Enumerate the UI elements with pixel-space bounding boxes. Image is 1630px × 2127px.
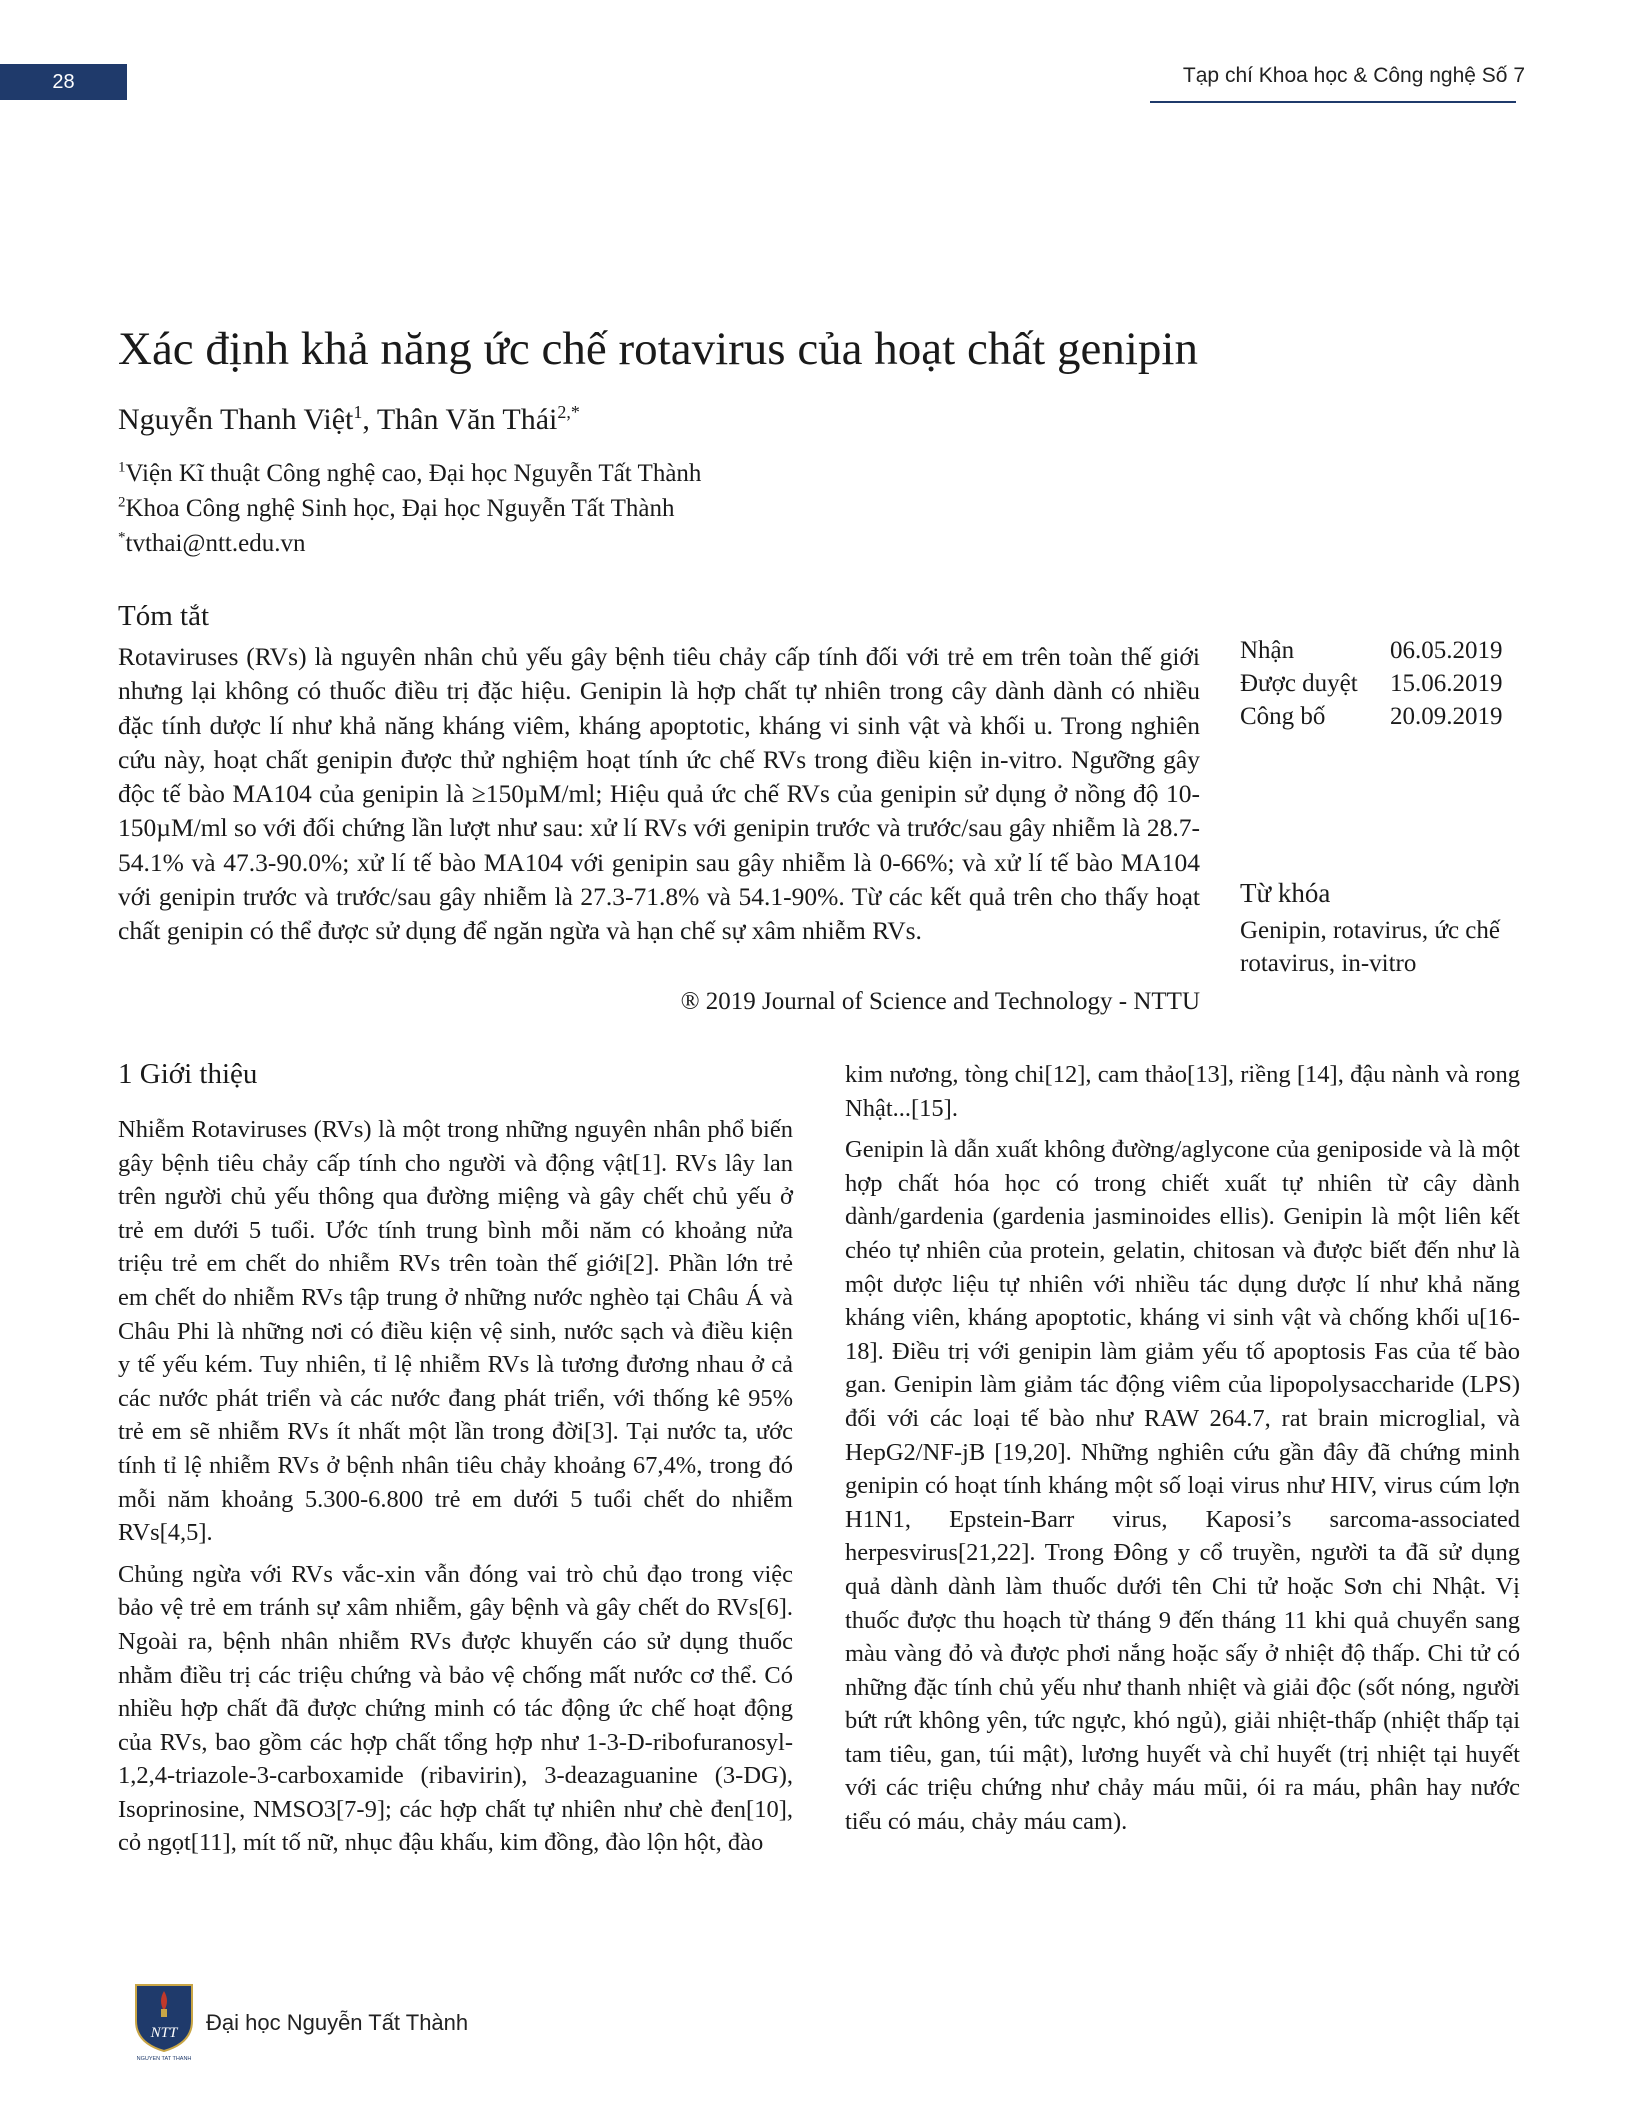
author-separator: , — [362, 403, 377, 436]
affiliation-text: tvthai@ntt.edu.vn — [125, 530, 306, 557]
author-name: Thân Văn Thái — [376, 403, 558, 436]
body-paragraph: Genipin là dẫn xuất không đường/aglycone của geniposide và là một hợp chất hóa học có trong chiết xuất tự nhiên từ cây dành dành/gardenia (gardenia jasminoides ellis). Genipin là một liên kết chéo tự nhiên của protein, gelatin, chitosan và được biết đến như là một dược liệu tự nhiên với nhiều tác dụng dược lí như khả năng kháng viên, kháng apoptotic, kháng vi sinh vật và chống khối u[16-18]. Điều trị với genipin làm giảm yếu tố apoptosis Fas của tế bào gan. Genipin làm giảm tác động viêm của lipopolysaccharide (LPS) đối với các loại tế bào như RAW 264.7, rat brain microglial, và HepG2/NF-jB [19,20]. Những nghiên cứu gần đây đã chứng minh genipin có hoạt tính kháng một số loại virus như HIV, virus cúm lợn H1N1, Epstein-Barr virus, Kaposi’s sarcoma-associated herpesvirus[21,22]. Trong Đông y cổ truyền, người ta đã sử dụng quả dành dành làm thuốc dưới tên Chi tử hoặc Sơn chi Nhật. Vị thuốc được thu hoạch từ tháng 9 đến tháng 11 khi quả chuyển sang màu vàng đỏ và được phơi nắng hoặc sấy ở nhiệt độ thấp. Chi tử có những đặc tính chủ yếu như thanh nhiệt và giải độc (sốt nóng, người bứt rứt không yên, tức ngực, khó ngủ), giải nhiệt-thấp (nhiệt thấp tại tam tiêu, gan, túi mật), lương huyết và chỉ huyết (trị nhiệt tại huyết với các triệu chứng như chảy máu mũi, ói ra máu, phân hay nước tiểu có máu, chảy máu cam). — [845, 1136, 1520, 1836]
date-value: 06.05.2019 — [1390, 637, 1503, 664]
date-accepted — [1240, 667, 1520, 700]
section-heading: 1 Giới thiệu — [118, 1058, 258, 1090]
body-column-left — [118, 1113, 793, 1868]
corresponding-email — [118, 530, 305, 558]
affiliation-1 — [118, 460, 701, 488]
copyright-notice: ® 2019 Journal of Science and Technology - NTTU — [680, 988, 1200, 1015]
body-column-right — [845, 1058, 1520, 1847]
keywords-text: Genipin, rotavirus, ức chế rotavirus, in-vitro — [1240, 917, 1500, 977]
date-label: Công bố — [1240, 703, 1326, 730]
date-received — [1240, 634, 1520, 667]
abstract-heading: Tóm tắt — [118, 600, 210, 632]
affiliation-sup: 2 — [118, 494, 126, 511]
body-paragraph: kim nương, tòng chi[12], cam thảo[13], riềng [14], đậu nành và rong Nhật...[15]. — [845, 1061, 1520, 1122]
body-paragraph: Nhiễm Rotaviruses (RVs) là một trong những nguyên nhân phổ biến gây bệnh tiêu chảy cấp tính cho người và động vật[1]. RVs lây lan trên người chủ yếu thông qua đường miệng và gây chết chủ yếu ở trẻ em dưới 5 tuổi. Ước tính trung bình mỗi năm có khoảng nửa triệu trẻ em chết do nhiễm RVs trên toàn thế giới[2]. Phần lớn trẻ em chết do nhiễm RVs tập trung ở những nước nghèo tại Châu Á và Châu Phi là những nơi có điều kiện vệ sinh, nước sạch và điều kiện y tế yếu kém. Tuy nhiên, tỉ lệ nhiễm RVs là tương đương nhau ở cả các nước phát triển và các nước đang phát triển, với thống kê 95% trẻ em sẽ nhiễm RVs ít nhất một lần trong đời[3]. Tại nước ta, ước tính tỉ lệ nhiễm RVs ở bệnh nhân tiêu chảy khoảng 67,4%, trong đó mỗi năm khoảng 5.300-6.800 trẻ em dưới 5 tuổi chết do nhiễm RVs[4,5]. — [118, 1116, 793, 1547]
page-number-badge — [0, 64, 127, 100]
author-list — [118, 403, 580, 437]
affiliation-text: Viện Kĩ thuật Công nghệ cao, Đại học Nguyễn Tất Thành — [125, 460, 702, 487]
logo-caption: NGUYEN TAT THANH — [136, 2056, 192, 2062]
affiliation-sup: 1 — [118, 459, 126, 476]
date-label: Được duyệt — [1240, 670, 1358, 697]
date-value: 15.06.2019 — [1390, 670, 1503, 697]
header-rule — [1150, 101, 1516, 103]
journal-header: Tạp chí Khoa học & Công nghệ Số 7 — [1182, 64, 1525, 87]
keywords-heading: Từ khóa — [1240, 878, 1331, 908]
ntt-university-logo-icon — [128, 1977, 200, 2063]
article-title: Xác định khả năng ức chế rotavirus của hoạt chất genipin — [118, 323, 1198, 375]
author-sup: 2,* — [557, 402, 580, 422]
abstract-text: Rotaviruses (RVs) là nguyên nhân chủ yếu gây bệnh tiêu chảy cấp tính đối với trẻ em trên toàn thế giới nhưng lại không có thuốc điều trị đặc hiệu. Genipin là hợp chất tự nhiên trong cây dành dành có nhiều đặc tính dược lí như khả năng kháng viêm, kháng apoptotic, kháng vi sinh vật và khối u. Trong nghiên cứu này, hoạt chất genipin được thử nghiệm hoạt tính ức chế RVs trong điều kiện in-vitro. Ngưỡng gây độc tế bào MA104 của genipin là ≥150µM/ml; Hiệu quả ức chế RVs của genipin sử dụng ở nồng độ 10-150µM/ml so với đối chứng lần lượt như sau: xử lí RVs với genipin trước và trước/sau gây nhiễm là 28.7-54.1% và 47.3-90.0%; xử lí tế bào MA104 với genipin sau gây nhiễm là 0-66%; và xử lí tế bào MA104 với genipin trước và trước/sau gây nhiễm là 27.3-71.8% và 54.1-90%. Từ các kết quả trên cho thấy hoạt chất genipin có thể được sử dụng để ngăn ngừa và hạn chế sự xâm nhiễm RVs. — [118, 642, 1200, 946]
affiliation-text: Khoa Công nghệ Sinh học, Đại học Nguyễn Tất Thành — [125, 495, 675, 522]
affiliation-2 — [118, 495, 675, 523]
footer-institution: Đại học Nguyễn Tất Thành — [206, 2010, 469, 2035]
page-number: 28 — [52, 70, 75, 93]
date-published — [1240, 700, 1520, 733]
date-value: 20.09.2019 — [1390, 703, 1503, 730]
logo-mark-text: NTT — [150, 2025, 178, 2041]
body-paragraph: Chủng ngừa với RVs vắc-xin vẫn đóng vai trò chủ đạo trong việc bảo vệ trẻ em tránh sự xâm nhiễm, gây bệnh và gây chết do RVs[6]. Ngoài ra, bệnh nhân nhiễm RVs được khuyến cáo sử dụng thuốc nhằm điều trị các triệu chứng và bảo vệ chống mất nước cơ thể. Có nhiều hợp chất đã được chứng minh có tác động ức chế hoạt động của RVs, bao gồm các hợp chất tổng hợp như 1-3-D-ribofuranosyl-1,2,4-triazole-3-carboxamide (ribavirin), 3-deazaguanine (3-DG), Isoprinosine, NMSO3[7-9]; các hợp chất tự nhiên như chè đen[10], cỏ ngọt[11], mít tố nữ, nhục đậu khấu, kim đồng, đào lộn hột, đào — [118, 1560, 793, 1857]
affiliation-sup: * — [118, 529, 126, 546]
author-name: Nguyễn Thanh Việt — [118, 403, 354, 436]
article-dates — [1240, 634, 1520, 733]
author-sup: 1 — [353, 402, 363, 422]
logo-graphic — [128, 1977, 200, 2063]
date-label: Nhận — [1240, 637, 1295, 664]
